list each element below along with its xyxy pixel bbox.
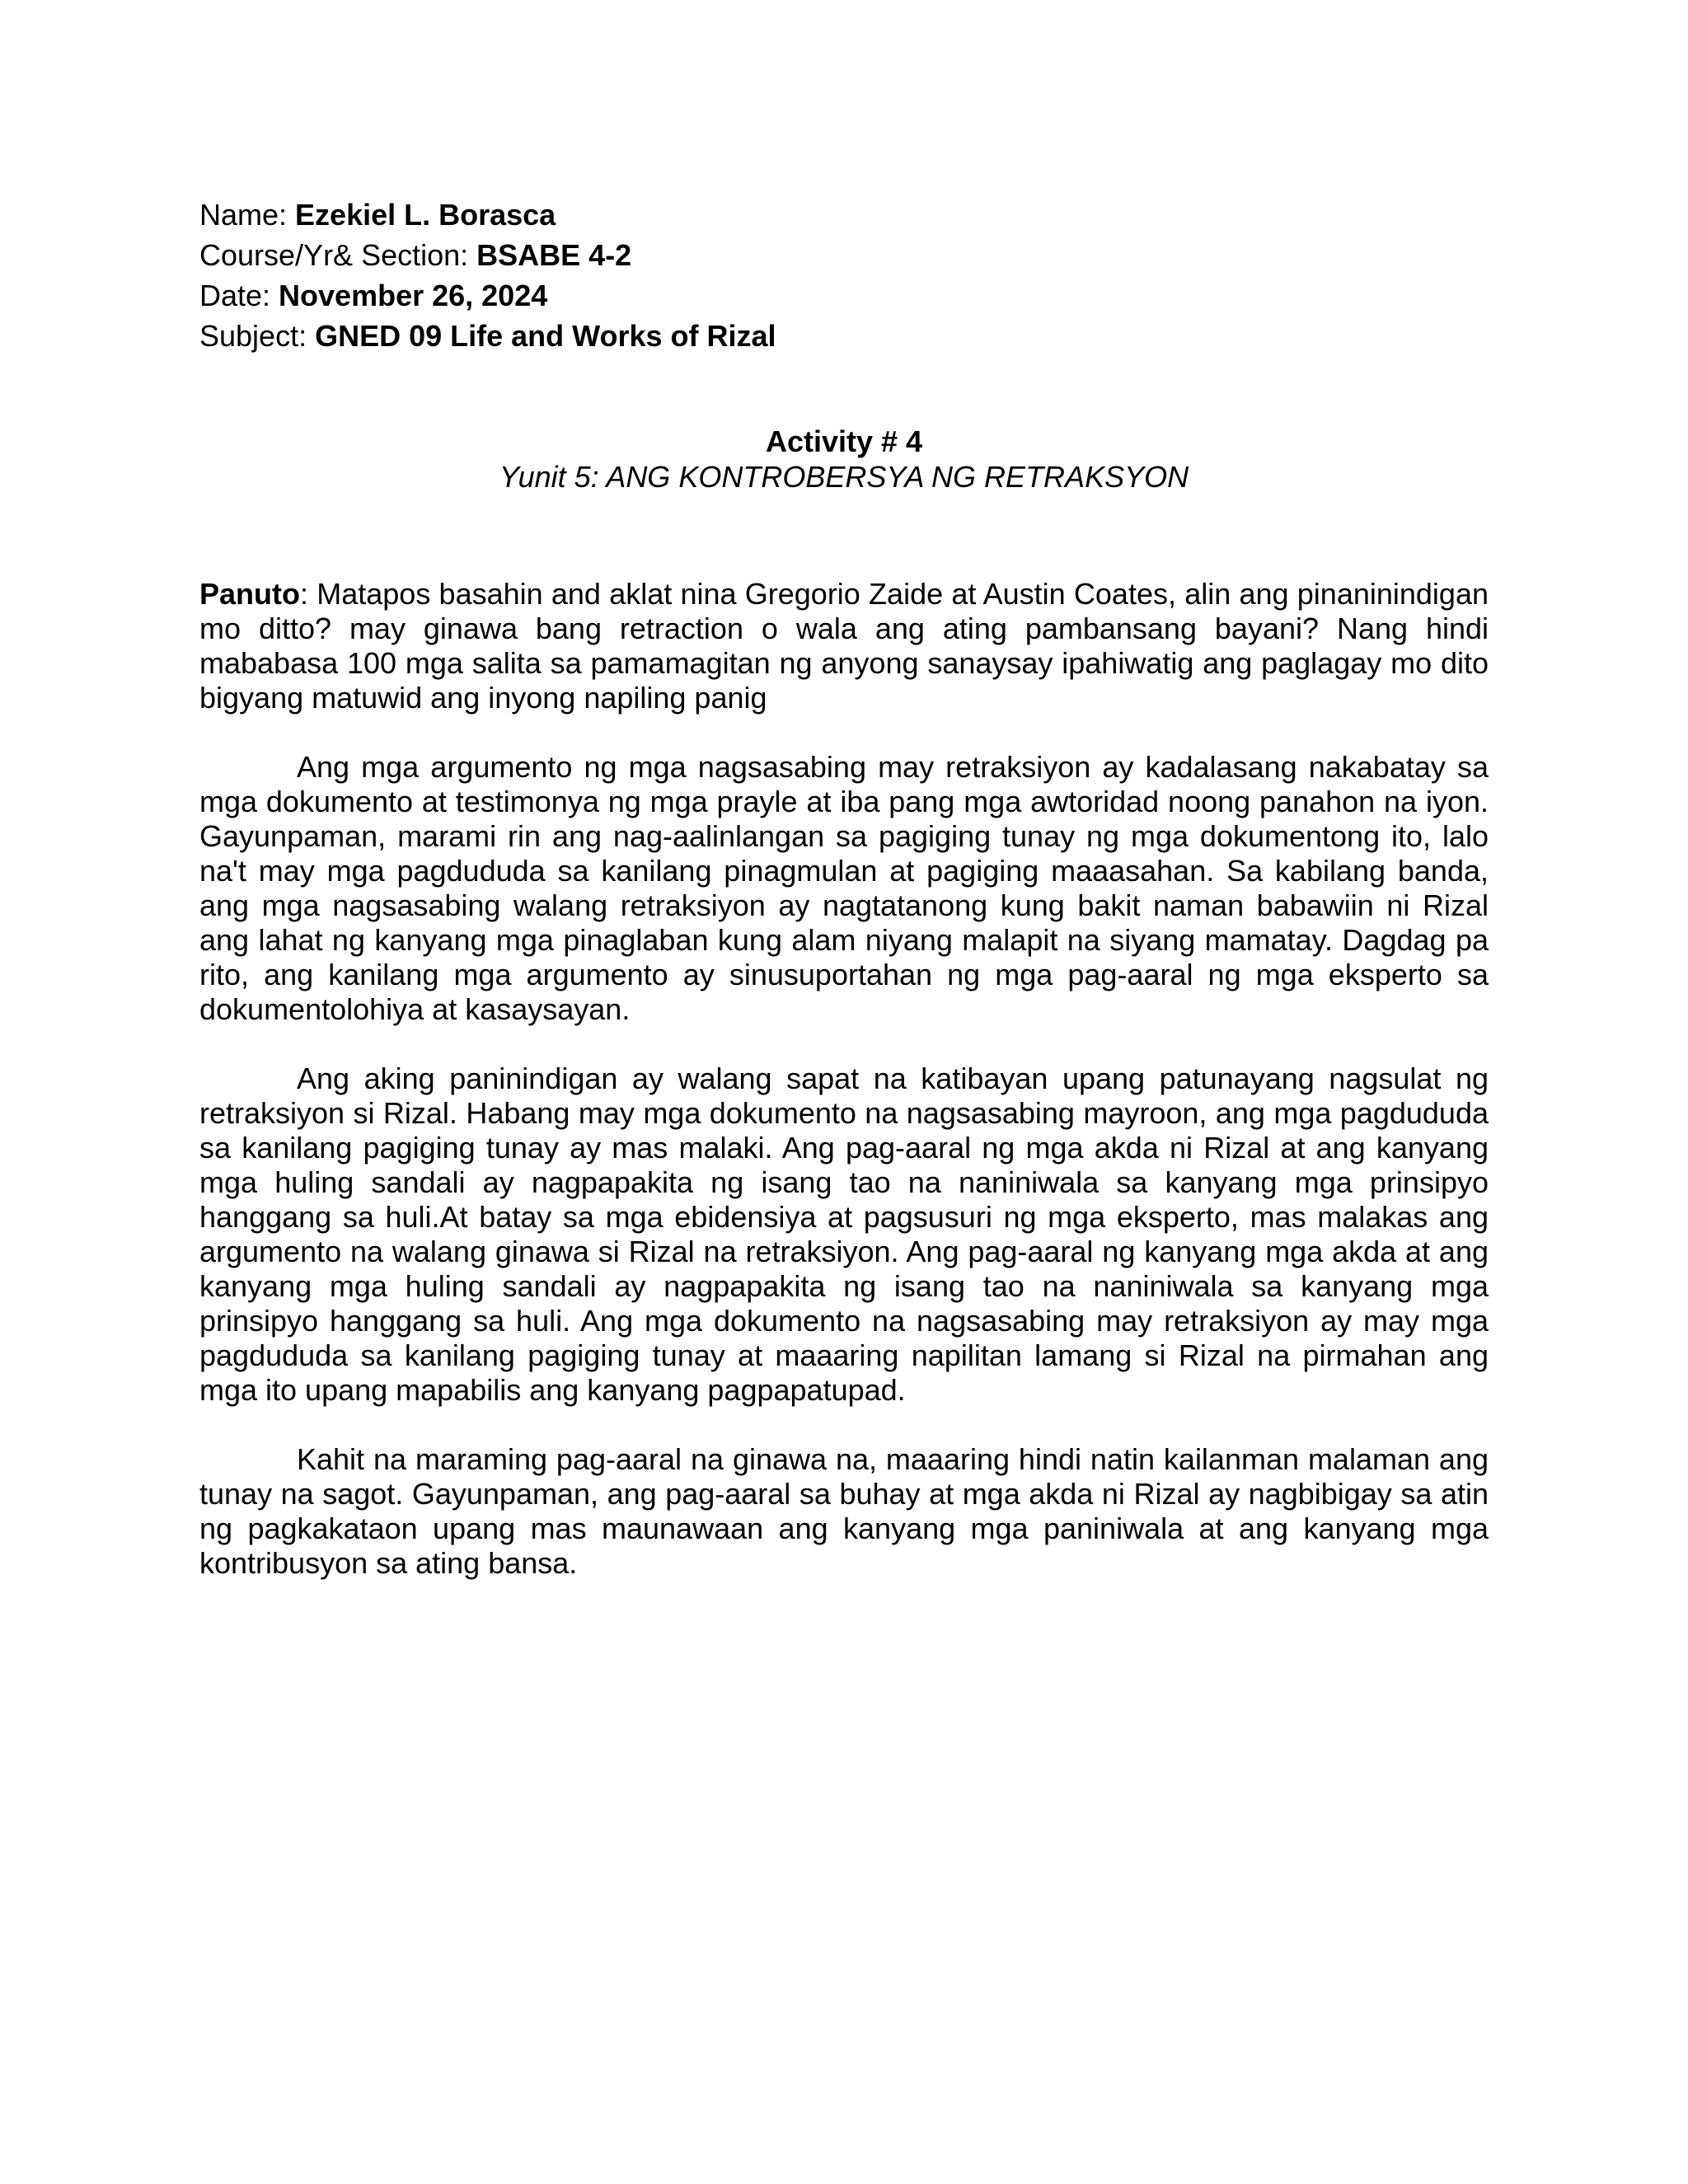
course-value: BSABE 4-2 — [476, 238, 632, 272]
instructions-text: : Matapos basahin and aklat nina Gregorio Zaide at Austin Coates, alin ang pinaninindigan mo ditto? may ginawa bang retraction o wala ang ating pambansang bayani? Nang hindi mababasa 100 mga salita sa pamamagitan ng anyong sanaysay ipahiwatig ang paglagay mo dito bigyang matuwid ang inyong napiling panig — [199, 577, 1489, 715]
instructions-paragraph — [199, 577, 1489, 715]
course-line — [199, 235, 776, 275]
subject-value: GNED 09 Life and Works of Rizal — [315, 319, 776, 353]
essay-paragraph-2: Ang aking paninindigan ay walang sapat na katibayan upang patunayang nagsulat ng retraksiyon si Rizal. Habang may mga dokumento na nagsasabing mayroon, ang mga pagdududa sa kanilang pagiging tunay ay mas malaki. Ang pag-aaral ng mga akda ni Rizal at ang kanyang mga huling sandali ay nagpapakita ng isang tao na naniniwala sa kanyang mga prinsipyo hanggang sa huli.At batay sa mga ebidensiya at pagsusuri ng mga eksperto, mas malakas ang argumento na walang ginawa si Rizal na retraksiyon. Ang pag-aaral ng kanyang mga akda at ang kanyang mga huling sandali ay nagpapakita ng isang tao na naniniwala sa kanyang mga prinsipyo hanggang sa huli. Ang mga dokumento na nagsasabing may retraksiyon ay may mga pagdududa sa kanilang pagiging tunay at maaaring napilitan lamang si Rizal na pirmahan ang mga ito upang mapabilis ang kanyang pagpapatupad. — [199, 1062, 1489, 1407]
date-value: November 26, 2024 — [279, 279, 548, 312]
essay-paragraph-3: Kahit na maraming pag-aaral na ginawa na, maaaring hindi natin kailanman malaman ang tunay na sagot. Gayunpaman, ang pag-aaral sa buhay at mga akda ni Rizal ay nagbibigay sa atin ng pagkakataon upang mas maunawaan ang kanyang mga paniniwala at ang kanyang mga kontribusyon sa ating bansa. — [199, 1442, 1489, 1580]
activity-heading — [199, 424, 1489, 494]
subject-line — [199, 316, 776, 356]
date-line — [199, 275, 776, 316]
instructions-label: Panuto — [199, 577, 300, 611]
student-info — [199, 194, 776, 356]
subject-label: Subject: — [199, 319, 316, 353]
date-label: Date: — [199, 279, 279, 312]
name-line — [199, 194, 776, 235]
essay-body — [199, 577, 1489, 1615]
essay-paragraph-1: Ang mga argumento ng mga nagsasabing may retraksiyon ay kadalasang nakabatay sa mga dokumento at testimonya ng mga prayle at iba pang mga awtoridad noong panahon na iyon. Gayunpaman, marami rin ang nag-aalinlangan sa pagiging tunay ng mga dokumentong ito, lalo na't may mga pagdududa sa kanilang pinagmulan at pagiging maaasahan. Sa kabilang banda, ang mga nagsasabing walang retraksiyon ay nagtatanong kung bakit naman babawiin ni Rizal ang lahat ng kanyang mga pinaglaban kung alam niyang malapit na siyang mamatay. Dagdag pa rito, ang kanilang mga argumento ay sinusuportahan ng mga pag-aaral ng mga eksperto sa dokumentolohiya at kasaysayan. — [199, 750, 1489, 1026]
name-label: Name: — [199, 198, 296, 232]
name-value: Ezekiel L. Borasca — [295, 198, 556, 232]
activity-title: Activity # 4 — [765, 424, 923, 458]
unit-subtitle: Yunit 5: ANG KONTROBERSYA NG RETRAKSYON — [499, 460, 1189, 494]
course-label: Course/Yr& Section: — [199, 238, 477, 272]
